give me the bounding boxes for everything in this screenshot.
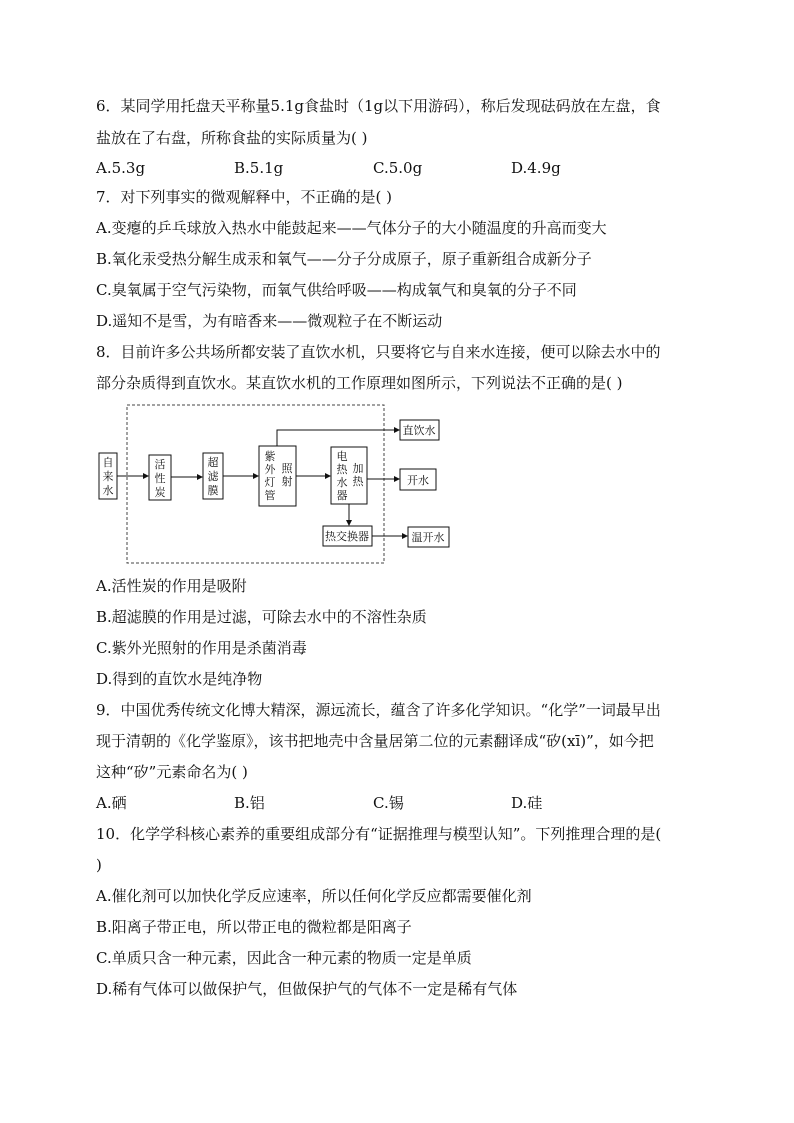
q7-option-b[interactable]: B.氧化汞受热分解生成汞和氧气——分子分成原子，原子重新组合成新分子 bbox=[96, 250, 592, 268]
tap-water-char-1: 自 bbox=[102, 456, 114, 469]
q8-option-d[interactable]: D.得到的直饮水是纯净物 bbox=[96, 670, 263, 688]
tap-water-char-2: 来 bbox=[102, 470, 114, 483]
heater-action-char-1: 加 bbox=[352, 462, 364, 475]
heater-action-char-2: 热 bbox=[352, 475, 364, 488]
q10-option-b[interactable]: B.阳离子带正电，所以带正电的微粒都是阳离子 bbox=[96, 918, 412, 936]
q7-stem: 7．对下列事实的微观解释中，不正确的是( ) bbox=[96, 188, 393, 206]
carbon-char-2: 性 bbox=[154, 472, 166, 485]
q10-option-a[interactable]: A.催化剂可以加快化学反应速率，所以任何化学反应都需要催化剂 bbox=[96, 887, 532, 905]
membrane-char-1: 超 bbox=[207, 456, 219, 469]
q9-options bbox=[96, 793, 716, 813]
q9-option-c[interactable]: C.锡 bbox=[373, 794, 404, 812]
uv-action-char-2: 射 bbox=[281, 475, 293, 488]
tap-water-char-3: 水 bbox=[102, 484, 114, 497]
q10-option-d[interactable]: D.稀有气体可以做保护气，但做保护气的气体不一定是稀有气体 bbox=[96, 980, 518, 998]
q6-stem-line-2: 盐放在了右盘，所称食盐的实际质量为( ) bbox=[96, 129, 368, 147]
q9-option-a[interactable]: A.硒 bbox=[96, 794, 127, 812]
uv-action-char-1: 照 bbox=[281, 462, 293, 475]
q9-stem-line-1: 9．中国优秀传统文化博大精深，源远流长，蕴含了许多化学知识。“化学”一词最早出 bbox=[96, 701, 661, 719]
q6-option-b[interactable]: B.5.1g bbox=[234, 159, 284, 177]
membrane-char-2: 滤 bbox=[207, 470, 219, 483]
carbon-char-3: 炭 bbox=[154, 486, 166, 499]
uv-char-2: 外 bbox=[264, 463, 276, 476]
heater-char-3: 水 bbox=[336, 476, 348, 489]
heater-char-2: 热 bbox=[336, 463, 348, 476]
q7-option-c[interactable]: C.臭氧属于空气污染物，而氧气供给呼吸——构成氧气和臭氧的分子不同 bbox=[96, 281, 577, 299]
q7-option-a[interactable]: A.变瘪的乒乓球放入热水中能鼓起来——气体分子的大小随温度的升高而变大 bbox=[96, 219, 607, 237]
q6-option-d[interactable]: D.4.9g bbox=[511, 159, 561, 177]
membrane-char-3: 膜 bbox=[207, 484, 219, 497]
carbon-char-1: 活 bbox=[154, 458, 166, 471]
q9-stem-line-3: 这种“矽”元素命名为( ) bbox=[96, 763, 248, 781]
q6-stem-line-1: 6．某同学用托盘天平称量5.1g食盐时（1g以下用游码），称后发现砝码放在左盘，食 bbox=[96, 97, 661, 115]
q8-option-b[interactable]: B.超滤膜的作用是过滤，可除去水中的不溶性杂质 bbox=[96, 608, 427, 626]
q10-stem-line-2: ) bbox=[96, 856, 102, 874]
heat-exchanger-label: 热交换器 bbox=[325, 530, 369, 543]
uv-char-1: 紫 bbox=[264, 450, 276, 463]
q6-option-c[interactable]: C.5.0g bbox=[373, 159, 423, 177]
q9-stem-line-2: 现于清朝的《化学鉴原》，该书把地壳中含量居第二位的元素翻译成“矽(xī)”，如今把 bbox=[96, 732, 654, 750]
q6-options bbox=[96, 158, 716, 178]
uv-char-4: 管 bbox=[264, 489, 276, 502]
q8-stem-line-2: 部分杂质得到直饮水。某直饮水机的工作原理如图所示，下列说法不正确的是( ) bbox=[96, 374, 623, 392]
q10-stem-line-1: 10．化学学科核心素养的重要组成部分有“证据推理与模型认知”。下列推理合理的是( bbox=[96, 825, 662, 843]
heater-char-4: 器 bbox=[336, 489, 348, 502]
q8-option-a[interactable]: A.活性炭的作用是吸附 bbox=[96, 577, 247, 595]
q7-option-d[interactable]: D.遥知不是雪，为有暗香来——微观粒子在不断运动 bbox=[96, 312, 443, 330]
q10-option-c[interactable]: C.单质只含一种元素，因此含一种元素的物质一定是单质 bbox=[96, 949, 472, 967]
q6-option-a[interactable]: A.5.3g bbox=[96, 159, 146, 177]
q8-stem-line-1: 8．目前许多公共场所都安装了直饮水机，只要将它与自来水连接，便可以除去水中的 bbox=[96, 343, 661, 361]
arrow-uv-to-direct-water bbox=[277, 430, 399, 446]
water-purifier-diagram bbox=[96, 400, 456, 570]
q9-option-b[interactable]: B.铝 bbox=[234, 794, 265, 812]
heater-char-1: 电 bbox=[336, 450, 348, 463]
boiled-water-label: 开水 bbox=[407, 474, 429, 487]
q9-option-d[interactable]: D.硅 bbox=[511, 794, 543, 812]
uv-char-3: 灯 bbox=[264, 476, 276, 489]
q8-option-c[interactable]: C.紫外光照射的作用是杀菌消毒 bbox=[96, 639, 307, 657]
direct-water-label: 直饮水 bbox=[402, 424, 436, 437]
warm-water-label: 温开水 bbox=[411, 531, 445, 544]
